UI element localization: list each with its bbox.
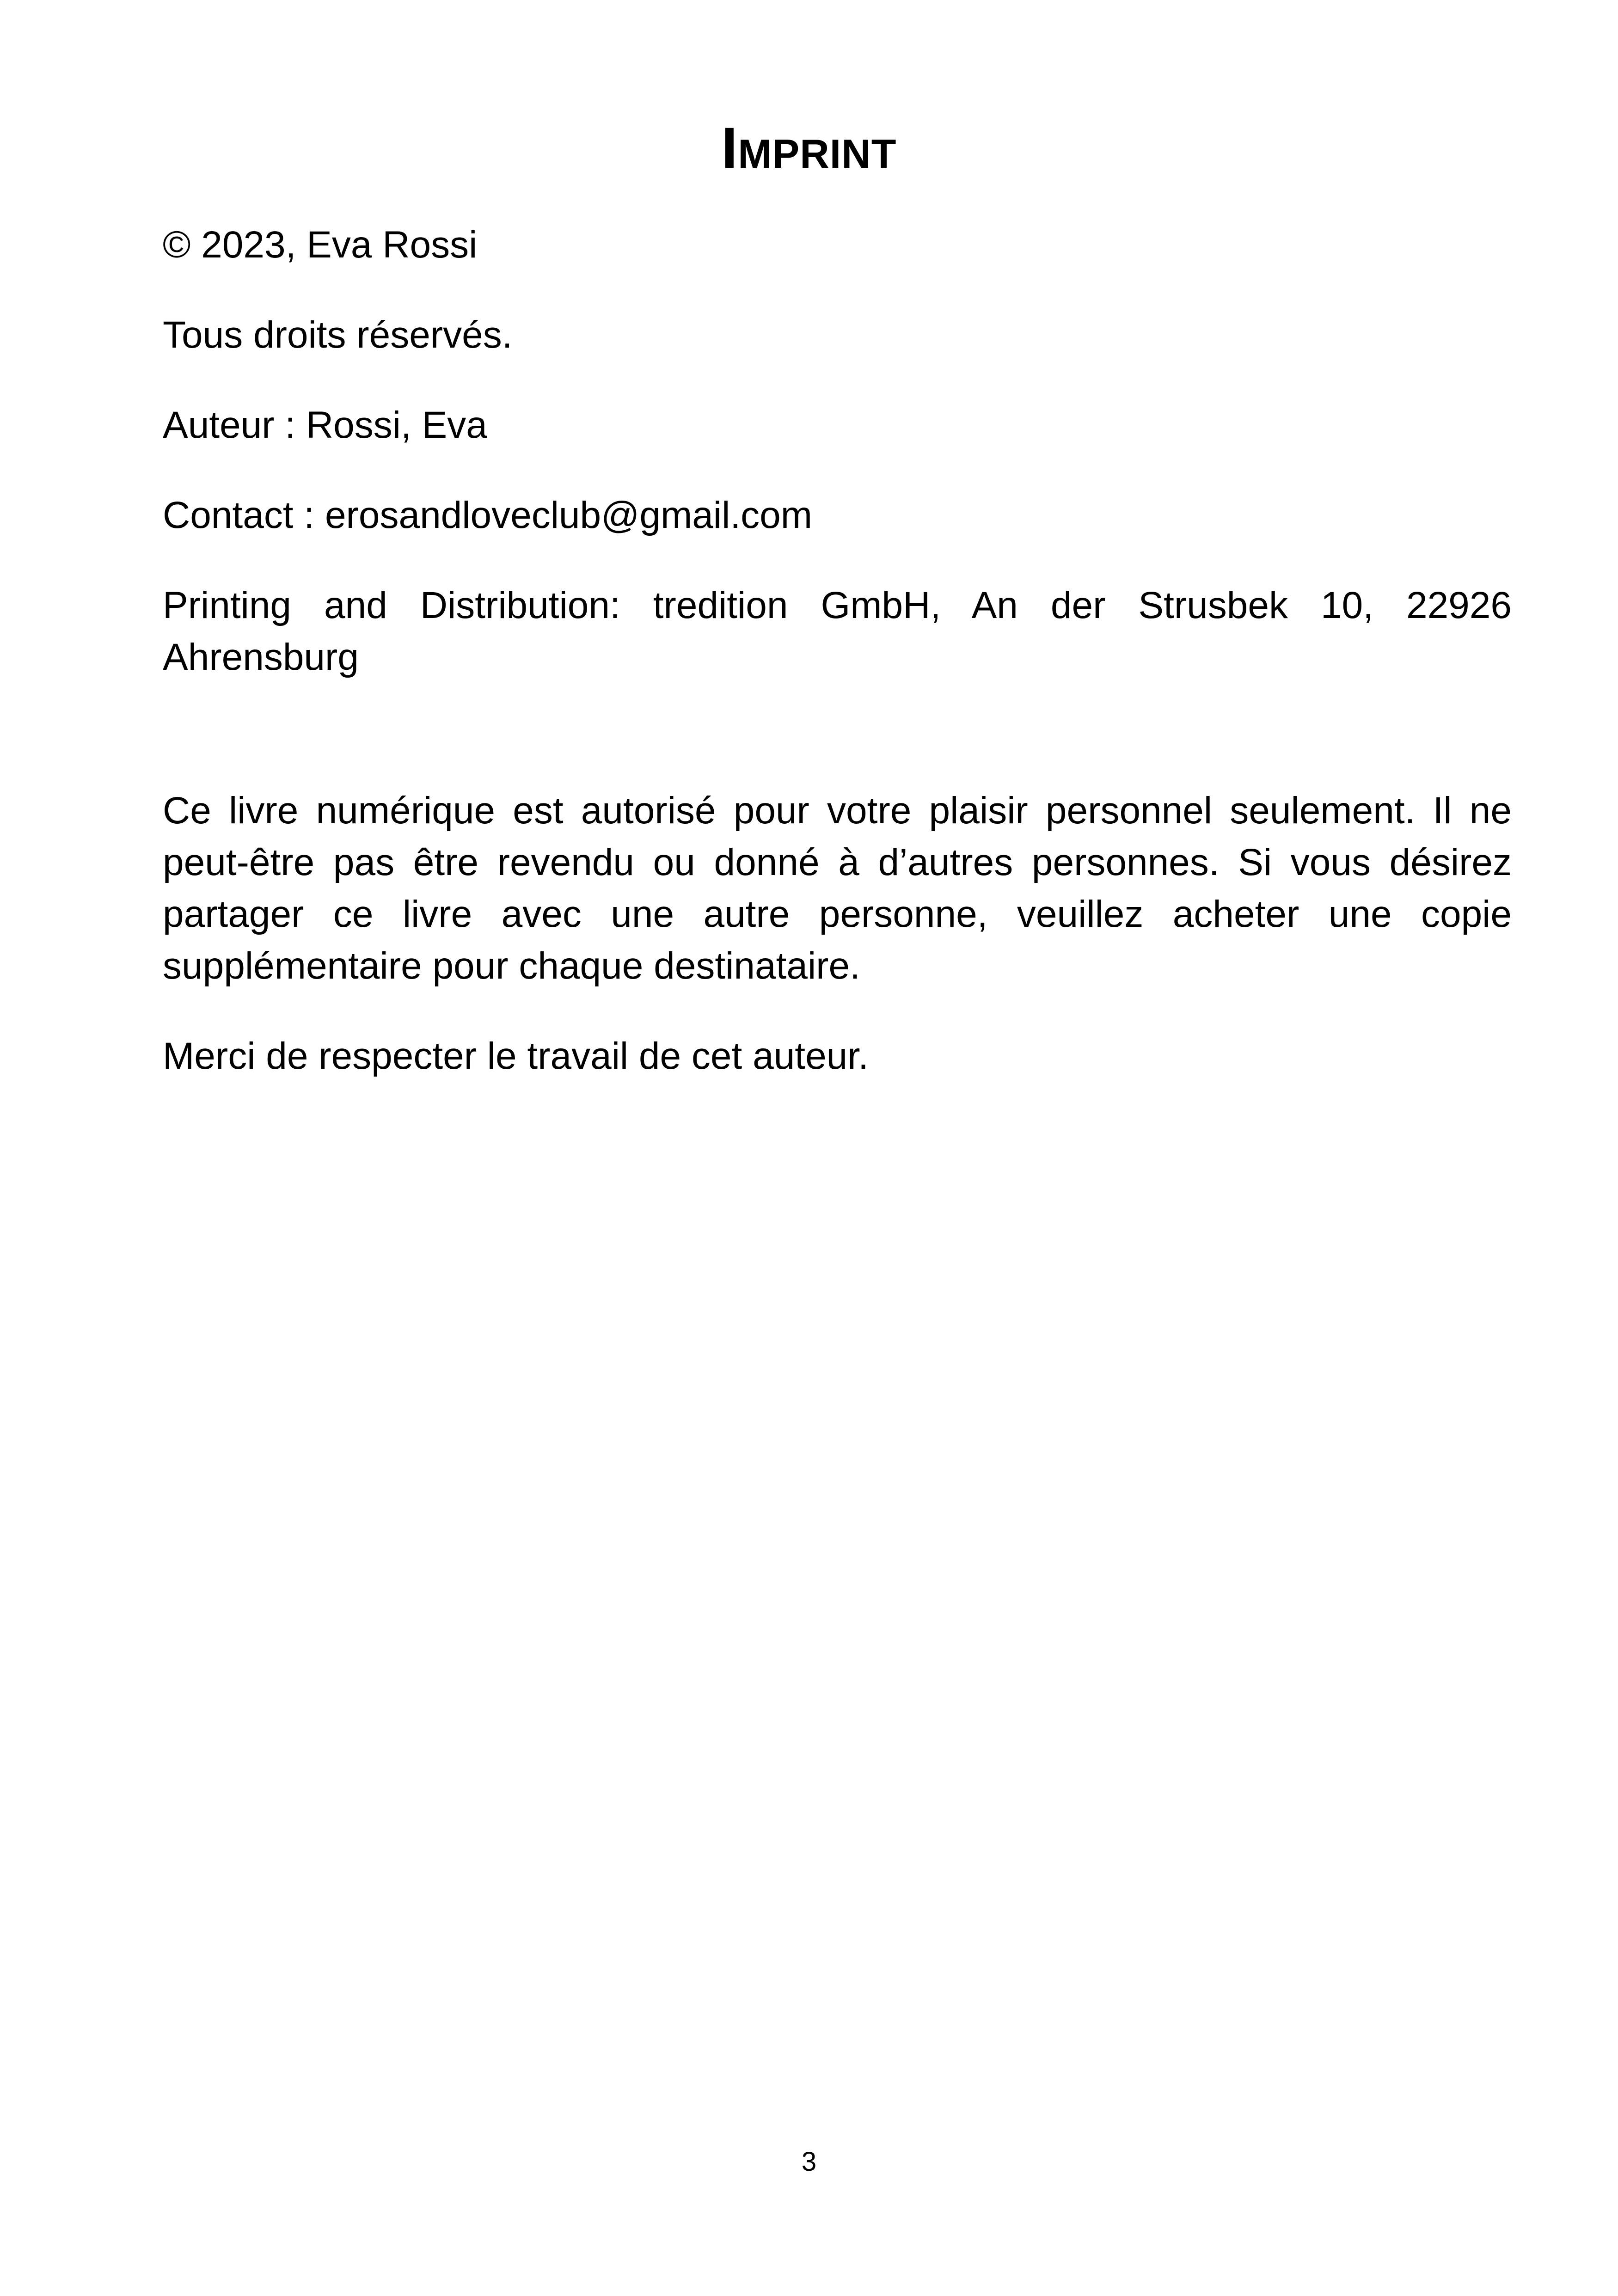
- rights-line: Tous droits réservés.: [163, 314, 513, 356]
- copyright-line: © 2023, Eva Rossi: [163, 224, 478, 266]
- thanks-line: Merci de respecter le travail de cet auteur.: [163, 1035, 869, 1077]
- page-number: 3: [801, 2147, 817, 2177]
- imprint-content: [163, 219, 1512, 1120]
- author-line: Auteur : Rossi, Eva: [163, 404, 487, 446]
- license-paragraph: Ce livre numérique est autorisé pour votre plaisir personnel seulement. Il ne peut-être pas être revendu ou donné à d’autres personnes. Si vous désirez partager ce livre avec une autre personne, veuillez acheter une copie supplémentaire pour chaque destinataire.: [163, 790, 1512, 987]
- contact-line: Contact : erosandloveclub@gmail.com: [163, 494, 813, 536]
- page-title: Imprint: [721, 116, 897, 180]
- printing-distribution-line: Printing and Distribution: tredition GmbH, An der Strusbek 10, 22926 Ahrensburg: [163, 584, 1512, 678]
